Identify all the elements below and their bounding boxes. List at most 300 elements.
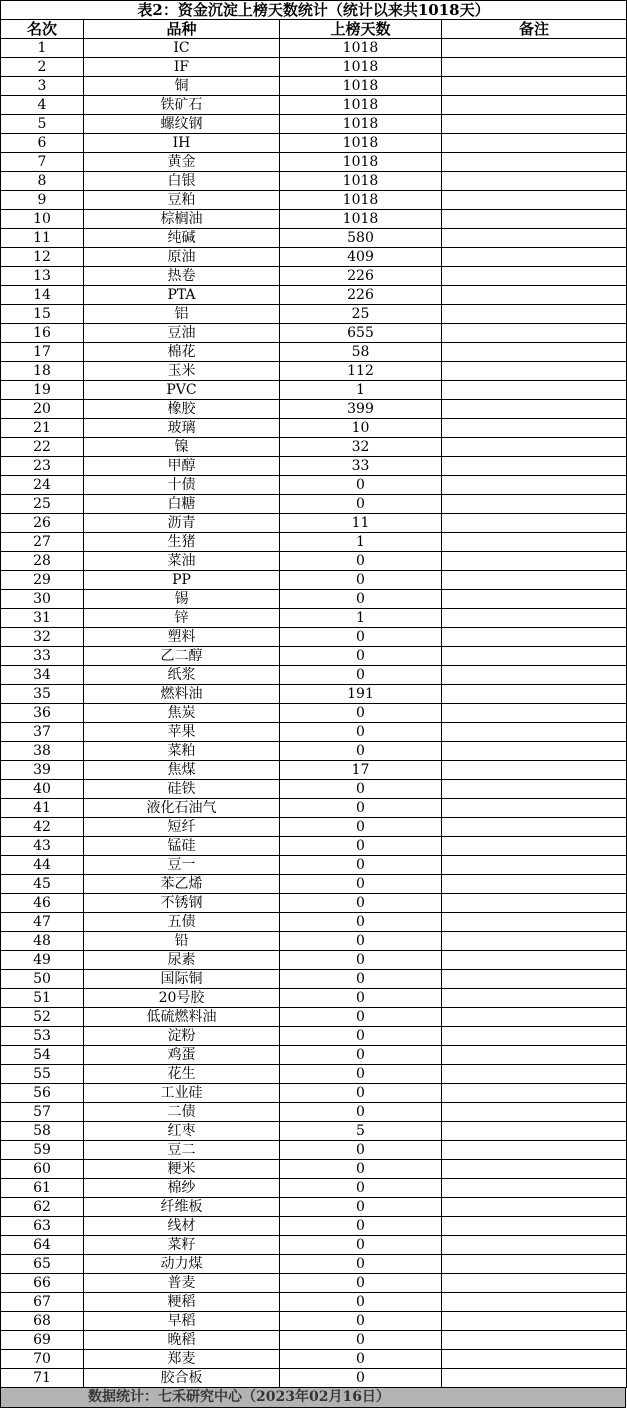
table-row: [1, 571, 627, 590]
cell-name: 粳稻: [84, 1293, 280, 1312]
cell-rank: 32: [1, 628, 84, 647]
cell-days: 0: [280, 476, 442, 495]
cell-name: 焦炭: [84, 704, 280, 723]
cell-days: 10: [280, 419, 442, 438]
cell-note: [442, 1350, 627, 1369]
table-row: [1, 590, 627, 609]
cell-name: 豆一: [84, 856, 280, 875]
table-row: [1, 1141, 627, 1160]
cell-name: 原油: [84, 248, 280, 267]
table-body: [1, 39, 627, 1388]
cell-note: [442, 457, 627, 476]
cell-days: 33: [280, 457, 442, 476]
cell-days: 17: [280, 761, 442, 780]
table-row: [1, 818, 627, 837]
cell-rank: 20: [1, 400, 84, 419]
cell-note: [442, 894, 627, 913]
cell-name: 铜: [84, 77, 280, 96]
table-row: [1, 400, 627, 419]
cell-note: [442, 286, 627, 305]
cell-note: [442, 191, 627, 210]
table-row: [1, 533, 627, 552]
table-row: [1, 457, 627, 476]
cell-note: [442, 818, 627, 837]
cell-name: 乙二醇: [84, 647, 280, 666]
cell-name: IC: [84, 39, 280, 58]
cell-name: 红枣: [84, 1122, 280, 1141]
cell-days: 0: [280, 1293, 442, 1312]
cell-days: 409: [280, 248, 442, 267]
cell-rank: 45: [1, 875, 84, 894]
table-row: [1, 1084, 627, 1103]
cell-days: 0: [280, 1369, 442, 1388]
cell-name: 锰硅: [84, 837, 280, 856]
cell-note: [442, 248, 627, 267]
cell-name: 郑麦: [84, 1350, 280, 1369]
table-title: 表2：资金沉淀上榜天数统计（统计以来共1018天）: [1, 1, 627, 20]
cell-days: 0: [280, 818, 442, 837]
cell-rank: 6: [1, 134, 84, 153]
cell-name: 苹果: [84, 723, 280, 742]
cell-note: [442, 913, 627, 932]
cell-rank: 23: [1, 457, 84, 476]
cell-rank: 9: [1, 191, 84, 210]
header-row: [1, 20, 627, 39]
cell-rank: 13: [1, 267, 84, 286]
cell-rank: 27: [1, 533, 84, 552]
table-row: [1, 58, 627, 77]
cell-days: 0: [280, 571, 442, 590]
cell-note: [442, 1027, 627, 1046]
cell-note: [442, 400, 627, 419]
cell-days: 0: [280, 1103, 442, 1122]
cell-name: 铅: [84, 932, 280, 951]
cell-days: 0: [280, 837, 442, 856]
cell-name: 十债: [84, 476, 280, 495]
cell-rank: 2: [1, 58, 84, 77]
table-row: [1, 191, 627, 210]
table-row: [1, 1122, 627, 1141]
cell-note: [442, 552, 627, 571]
cell-note: [442, 229, 627, 248]
table-row: [1, 647, 627, 666]
cell-name: 菜粕: [84, 742, 280, 761]
table-row: [1, 970, 627, 989]
cell-name: 胶合板: [84, 1369, 280, 1388]
cell-days: 1: [280, 533, 442, 552]
cell-rank: 58: [1, 1122, 84, 1141]
cell-note: [442, 609, 627, 628]
table-row: [1, 723, 627, 742]
cell-rank: 50: [1, 970, 84, 989]
cell-rank: 57: [1, 1103, 84, 1122]
cell-days: 25: [280, 305, 442, 324]
cell-days: 0: [280, 932, 442, 951]
cell-note: [442, 1198, 627, 1217]
table-row: [1, 476, 627, 495]
cell-rank: 8: [1, 172, 84, 191]
cell-days: 0: [280, 1065, 442, 1084]
table-row: [1, 153, 627, 172]
cell-note: [442, 1065, 627, 1084]
table-row: [1, 932, 627, 951]
table-row: [1, 96, 627, 115]
cell-name: 生猪: [84, 533, 280, 552]
cell-days: 11: [280, 514, 442, 533]
cell-days: 0: [280, 1046, 442, 1065]
cell-note: [442, 267, 627, 286]
cell-rank: 11: [1, 229, 84, 248]
cell-rank: 3: [1, 77, 84, 96]
cell-name: PVC: [84, 381, 280, 400]
cell-rank: 67: [1, 1293, 84, 1312]
cell-days: 0: [280, 1141, 442, 1160]
cell-name: 豆油: [84, 324, 280, 343]
cell-name: 纤维板: [84, 1198, 280, 1217]
cell-note: [442, 951, 627, 970]
cell-name: 纯碱: [84, 229, 280, 248]
table-row: [1, 704, 627, 723]
table-row: [1, 1293, 627, 1312]
cell-name: 菜籽: [84, 1236, 280, 1255]
cell-note: [442, 875, 627, 894]
cell-days: 580: [280, 229, 442, 248]
cell-days: 226: [280, 267, 442, 286]
cell-note: [442, 438, 627, 457]
cell-name: 苯乙烯: [84, 875, 280, 894]
cell-name: 硅铁: [84, 780, 280, 799]
table-row: [1, 134, 627, 153]
table-row: [1, 1027, 627, 1046]
table-row: [1, 39, 627, 58]
table-row: [1, 1008, 627, 1027]
table-row: [1, 381, 627, 400]
cell-rank: 54: [1, 1046, 84, 1065]
table-row: [1, 210, 627, 229]
cell-name: 粳米: [84, 1160, 280, 1179]
cell-days: 1018: [280, 210, 442, 229]
cell-days: 0: [280, 552, 442, 571]
table-row: [1, 267, 627, 286]
cell-name: 棉纱: [84, 1179, 280, 1198]
cell-days: 58: [280, 343, 442, 362]
table-row: [1, 514, 627, 533]
cell-name: 普麦: [84, 1274, 280, 1293]
cell-rank: 12: [1, 248, 84, 267]
cell-days: 0: [280, 780, 442, 799]
cell-days: 0: [280, 704, 442, 723]
cell-rank: 24: [1, 476, 84, 495]
cell-days: 0: [280, 666, 442, 685]
cell-days: 1: [280, 609, 442, 628]
cell-rank: 44: [1, 856, 84, 875]
cell-rank: 36: [1, 704, 84, 723]
table-row: [1, 1274, 627, 1293]
cell-rank: 64: [1, 1236, 84, 1255]
cell-name: PP: [84, 571, 280, 590]
cell-note: [442, 58, 627, 77]
cell-days: 0: [280, 742, 442, 761]
cell-note: [442, 1141, 627, 1160]
table-row: [1, 875, 627, 894]
cell-name: 工业硅: [84, 1084, 280, 1103]
cell-note: [442, 590, 627, 609]
cell-name: 甲醇: [84, 457, 280, 476]
table-row: [1, 894, 627, 913]
cell-days: 112: [280, 362, 442, 381]
table-row: [1, 115, 627, 134]
cell-note: [442, 856, 627, 875]
table-row: [1, 1350, 627, 1369]
cell-note: [442, 1217, 627, 1236]
cell-days: 226: [280, 286, 442, 305]
cell-rank: 68: [1, 1312, 84, 1331]
cell-name: 玉米: [84, 362, 280, 381]
cell-days: 0: [280, 799, 442, 818]
table-row: [1, 343, 627, 362]
table-row: [1, 419, 627, 438]
cell-rank: 40: [1, 780, 84, 799]
cell-days: 0: [280, 647, 442, 666]
cell-rank: 7: [1, 153, 84, 172]
cell-name: 短纤: [84, 818, 280, 837]
cell-days: 399: [280, 400, 442, 419]
cell-rank: 15: [1, 305, 84, 324]
footer-source: 数据统计：七禾研究中心（2023年02月16日）: [0, 1388, 626, 1408]
cell-days: 191: [280, 685, 442, 704]
cell-days: 0: [280, 1217, 442, 1236]
table-row: [1, 1217, 627, 1236]
table-row: [1, 1255, 627, 1274]
cell-name: 尿素: [84, 951, 280, 970]
table-row: [1, 666, 627, 685]
cell-rank: 25: [1, 495, 84, 514]
cell-note: [442, 704, 627, 723]
cell-days: 0: [280, 875, 442, 894]
cell-rank: 16: [1, 324, 84, 343]
cell-note: [442, 1369, 627, 1388]
cell-days: 1018: [280, 191, 442, 210]
table-row: [1, 1160, 627, 1179]
cell-days: 1018: [280, 58, 442, 77]
cell-name: 豆粕: [84, 191, 280, 210]
cell-name: 二债: [84, 1103, 280, 1122]
cell-note: [442, 1255, 627, 1274]
cell-days: 0: [280, 989, 442, 1008]
cell-rank: 42: [1, 818, 84, 837]
table-row: [1, 495, 627, 514]
cell-rank: 39: [1, 761, 84, 780]
cell-note: [442, 533, 627, 552]
cell-note: [442, 39, 627, 58]
table-row: [1, 856, 627, 875]
cell-rank: 14: [1, 286, 84, 305]
cell-name: 橡胶: [84, 400, 280, 419]
table-row: [1, 248, 627, 267]
cell-days: 0: [280, 1027, 442, 1046]
cell-days: 0: [280, 1198, 442, 1217]
table-row: [1, 552, 627, 571]
cell-rank: 53: [1, 1027, 84, 1046]
cell-days: 1018: [280, 134, 442, 153]
table-row: [1, 628, 627, 647]
cell-name: 鸡蛋: [84, 1046, 280, 1065]
cell-rank: 60: [1, 1160, 84, 1179]
cell-days: 1: [280, 381, 442, 400]
cell-rank: 29: [1, 571, 84, 590]
table-row: [1, 1065, 627, 1084]
cell-rank: 69: [1, 1331, 84, 1350]
cell-days: 0: [280, 723, 442, 742]
cell-rank: 47: [1, 913, 84, 932]
cell-rank: 59: [1, 1141, 84, 1160]
cell-name: 热卷: [84, 267, 280, 286]
table-row: [1, 951, 627, 970]
cell-days: 0: [280, 1312, 442, 1331]
cell-name: 菜油: [84, 552, 280, 571]
cell-rank: 51: [1, 989, 84, 1008]
cell-rank: 26: [1, 514, 84, 533]
cell-note: [442, 210, 627, 229]
cell-days: 655: [280, 324, 442, 343]
cell-name: 塑料: [84, 628, 280, 647]
cell-days: 0: [280, 1255, 442, 1274]
cell-note: [442, 666, 627, 685]
cell-note: [442, 1312, 627, 1331]
cell-note: [442, 1293, 627, 1312]
cell-rank: 66: [1, 1274, 84, 1293]
cell-name: 早稻: [84, 1312, 280, 1331]
cell-rank: 34: [1, 666, 84, 685]
cell-name: 燃料油: [84, 685, 280, 704]
cell-note: [442, 970, 627, 989]
cell-name: 焦煤: [84, 761, 280, 780]
table-row: [1, 609, 627, 628]
cell-rank: 33: [1, 647, 84, 666]
header-name: 品种: [84, 20, 280, 39]
table-row: [1, 1236, 627, 1255]
cell-days: 1018: [280, 96, 442, 115]
cell-note: [442, 685, 627, 704]
cell-note: [442, 134, 627, 153]
cell-note: [442, 799, 627, 818]
cell-note: [442, 647, 627, 666]
table-row: [1, 362, 627, 381]
cell-rank: 5: [1, 115, 84, 134]
cell-days: 0: [280, 894, 442, 913]
cell-name: 动力煤: [84, 1255, 280, 1274]
cell-days: 0: [280, 1179, 442, 1198]
table-row: [1, 780, 627, 799]
header-note: 备注: [442, 20, 627, 39]
cell-rank: 56: [1, 1084, 84, 1103]
table-row: [1, 1198, 627, 1217]
cell-name: 液化石油气: [84, 799, 280, 818]
cell-days: 0: [280, 1236, 442, 1255]
cell-rank: 4: [1, 96, 84, 115]
cell-rank: 65: [1, 1255, 84, 1274]
table-row: [1, 742, 627, 761]
cell-name: 棕榈油: [84, 210, 280, 229]
cell-name: 铁矿石: [84, 96, 280, 115]
cell-days: 0: [280, 628, 442, 647]
cell-rank: 71: [1, 1369, 84, 1388]
cell-rank: 18: [1, 362, 84, 381]
table-row: [1, 1331, 627, 1350]
cell-note: [442, 571, 627, 590]
cell-name: 锌: [84, 609, 280, 628]
cell-note: [442, 153, 627, 172]
cell-days: 1018: [280, 172, 442, 191]
cell-rank: 49: [1, 951, 84, 970]
cell-days: 0: [280, 856, 442, 875]
cell-note: [442, 1160, 627, 1179]
header-days: 上榜天数: [280, 20, 442, 39]
cell-note: [442, 77, 627, 96]
cell-name: 玻璃: [84, 419, 280, 438]
cell-name: 低硫燃料油: [84, 1008, 280, 1027]
table-row: [1, 1179, 627, 1198]
cell-name: 棉花: [84, 343, 280, 362]
cell-note: [442, 1103, 627, 1122]
table-row: [1, 438, 627, 457]
table-row: [1, 305, 627, 324]
table-row: [1, 1103, 627, 1122]
cell-name: 不锈钢: [84, 894, 280, 913]
cell-rank: 48: [1, 932, 84, 951]
table-row: [1, 837, 627, 856]
cell-note: [442, 495, 627, 514]
cell-note: [442, 761, 627, 780]
cell-name: 镍: [84, 438, 280, 457]
cell-days: 0: [280, 495, 442, 514]
cell-note: [442, 514, 627, 533]
cell-days: 0: [280, 1274, 442, 1293]
cell-rank: 41: [1, 799, 84, 818]
cell-rank: 37: [1, 723, 84, 742]
header-rank: 名次: [1, 20, 84, 39]
cell-rank: 31: [1, 609, 84, 628]
cell-name: 锡: [84, 590, 280, 609]
cell-rank: 1: [1, 39, 84, 58]
table-row: [1, 286, 627, 305]
cell-days: 0: [280, 951, 442, 970]
cell-name: 沥青: [84, 514, 280, 533]
cell-name: 线材: [84, 1217, 280, 1236]
cell-days: 0: [280, 1350, 442, 1369]
cell-name: 20号胶: [84, 989, 280, 1008]
cell-rank: 63: [1, 1217, 84, 1236]
cell-days: 1018: [280, 39, 442, 58]
title-row: [1, 1, 627, 20]
cell-note: [442, 1008, 627, 1027]
table-row: [1, 685, 627, 704]
cell-note: [442, 1046, 627, 1065]
cell-note: [442, 1122, 627, 1141]
cell-note: [442, 1084, 627, 1103]
cell-days: 0: [280, 913, 442, 932]
cell-name: 铝: [84, 305, 280, 324]
cell-name: 五债: [84, 913, 280, 932]
table-row: [1, 1312, 627, 1331]
cell-rank: 70: [1, 1350, 84, 1369]
cell-note: [442, 381, 627, 400]
table-row: [1, 761, 627, 780]
table-row: [1, 324, 627, 343]
table-row: [1, 172, 627, 191]
cell-note: [442, 476, 627, 495]
cell-days: 0: [280, 1160, 442, 1179]
